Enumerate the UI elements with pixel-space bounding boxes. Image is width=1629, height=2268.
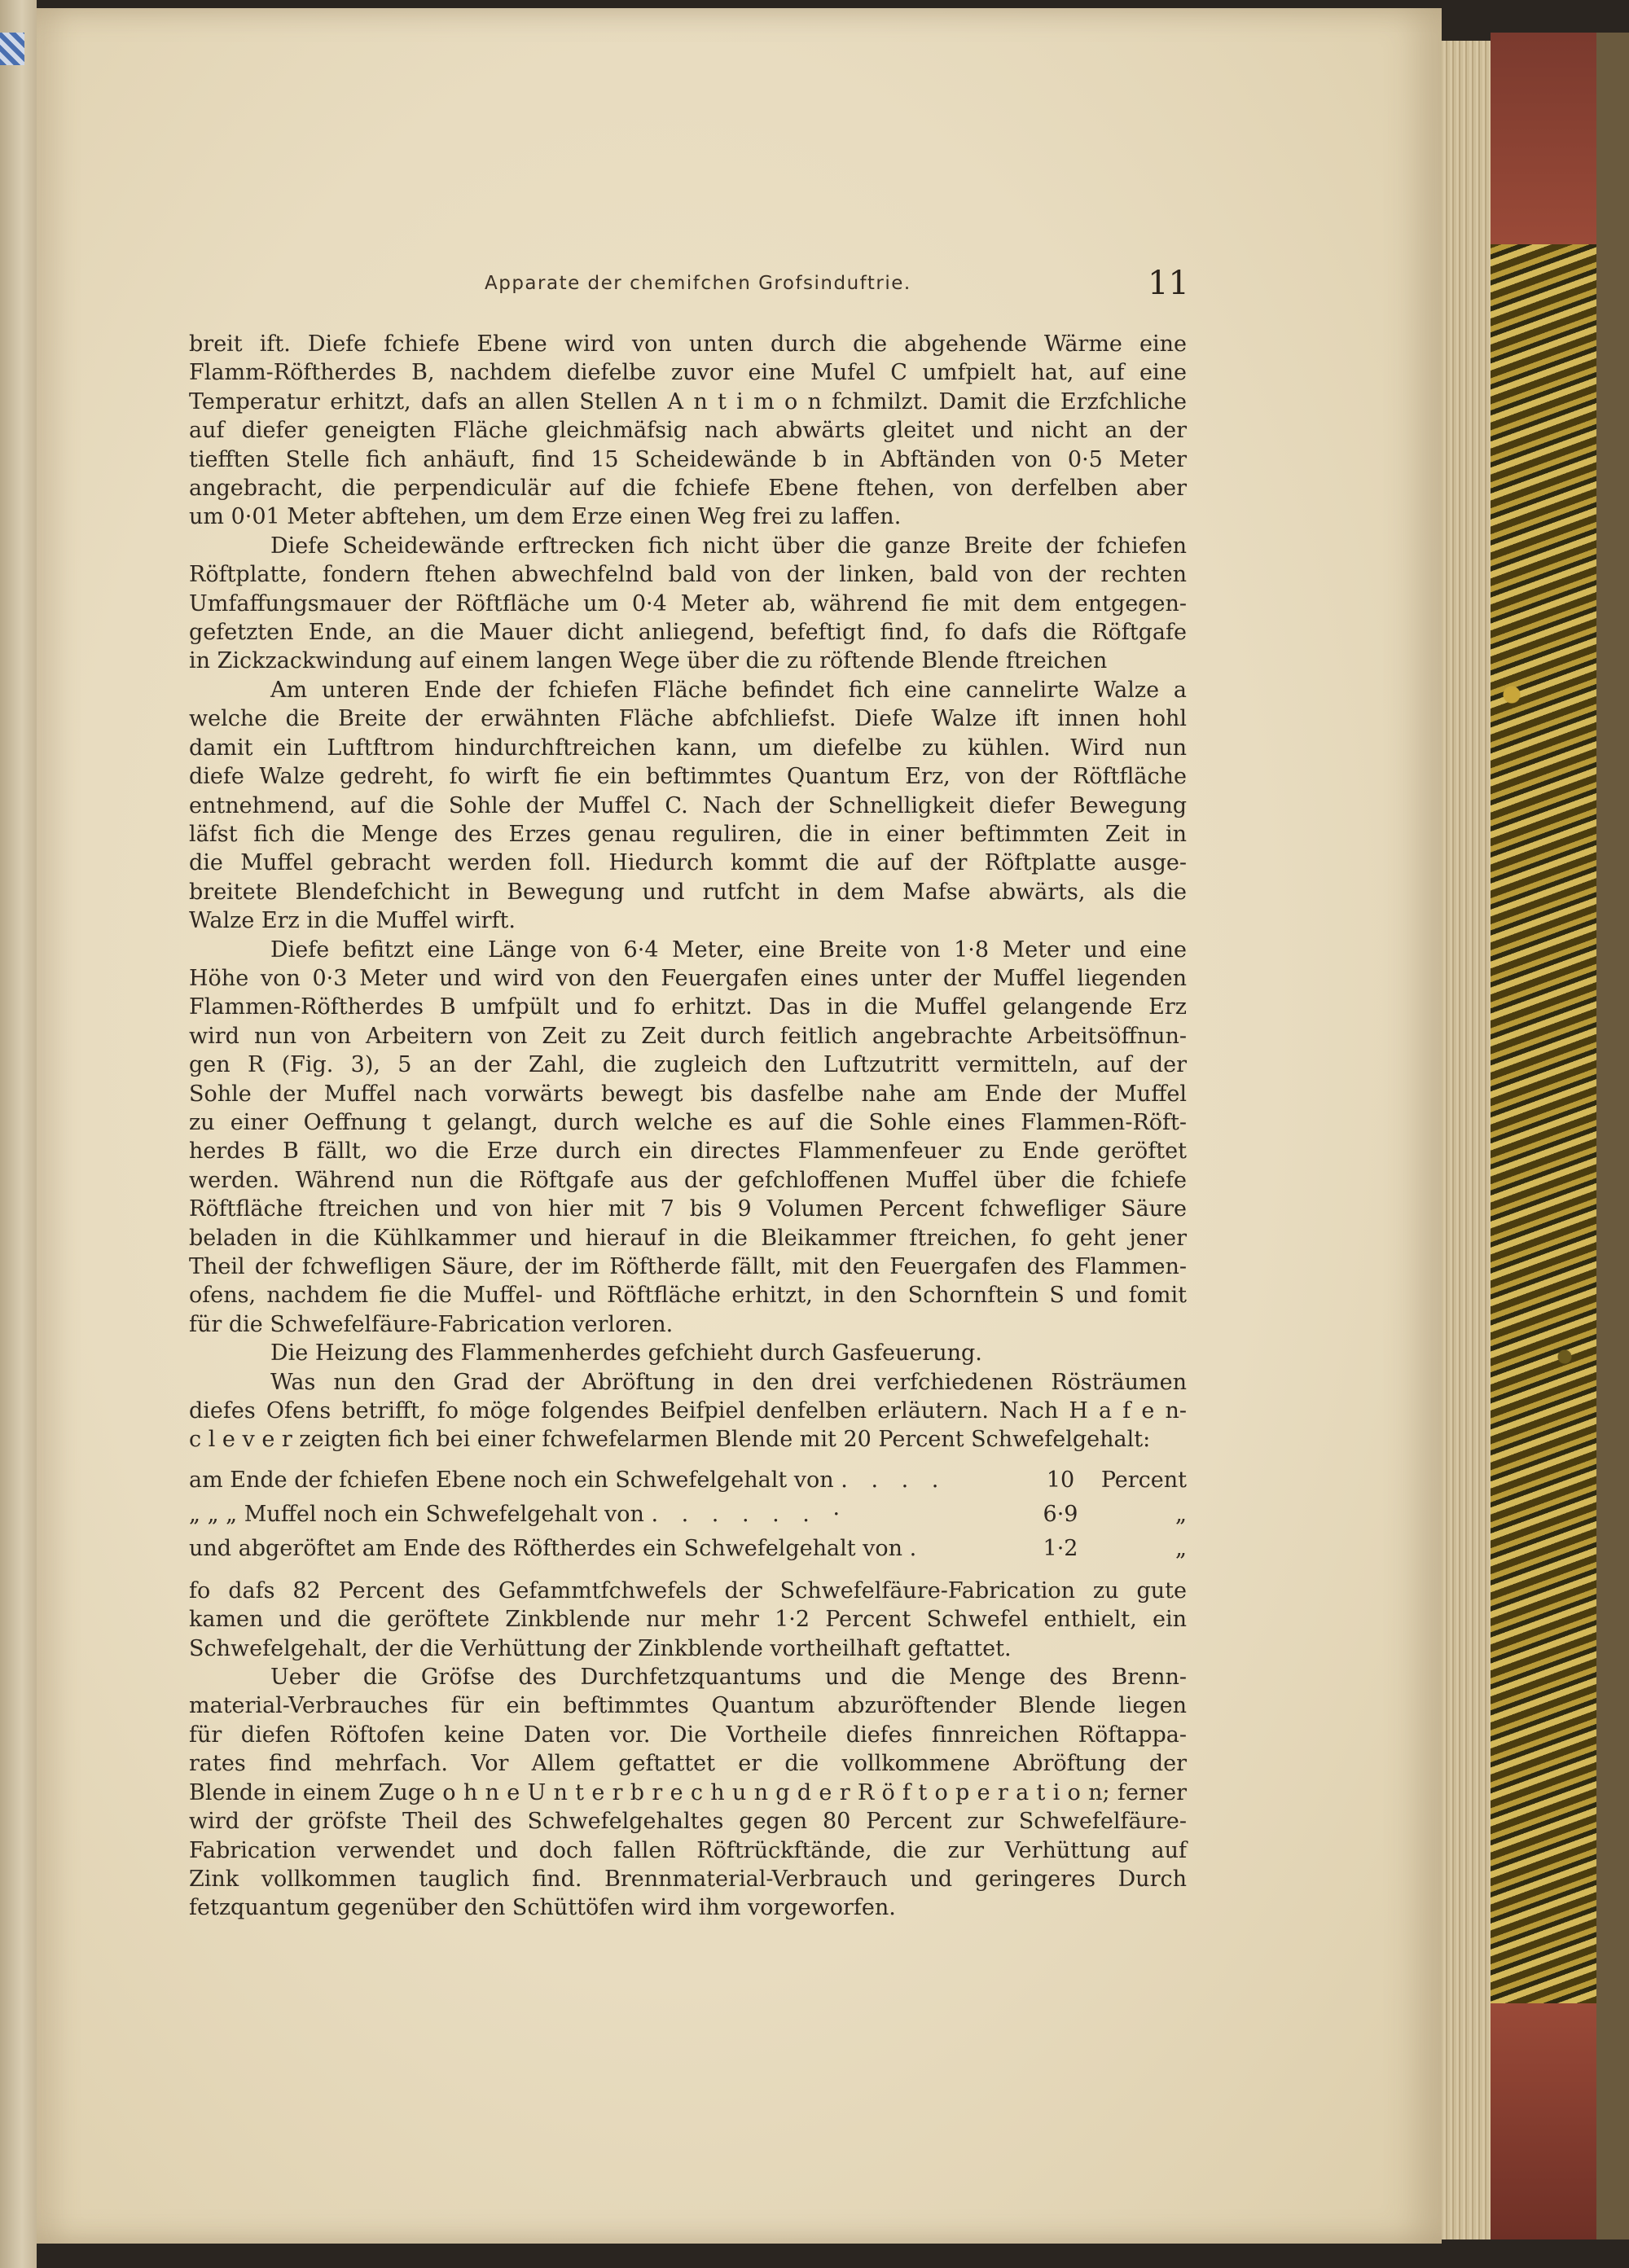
table-row bbox=[189, 1534, 1187, 1568]
text-line: Was nun den Grad der Abröftung in den drei verfchiedenen Rösträumen bbox=[270, 1369, 1187, 1395]
text-line: Die Heizung des Flammenherdes gefchieht durch Gasfeuerung. bbox=[270, 1340, 982, 1367]
text-line: fetzquantum gegenüber den Schüttöfen wird ihm vorgeworfen. bbox=[189, 1895, 896, 1921]
paragraphs-before-table bbox=[189, 330, 1187, 1454]
text-line: Ueber die Gröfse des Durchfetzquantums und die Menge des Brenn- bbox=[270, 1665, 1187, 1691]
text-line: um 0·01 Meter abftehen, um dem Erze einen Weg frei zu laffen. bbox=[189, 504, 902, 530]
paragraph bbox=[189, 330, 1187, 532]
text-line: tiefften Stelle fich anhäuft, find 15 Scheidewände b in Abftänden von 0·5 Meter bbox=[189, 446, 1187, 472]
paragraph bbox=[189, 1339, 1187, 1367]
text-line: material-Verbrauches für ein beftimmtes Quantum abzuröftender Blende liegen bbox=[189, 1693, 1187, 1719]
text-line: Röftfläche ftreichen und von hier mit 7 bis 9 Volumen Percent fchwefliger Säure bbox=[189, 1196, 1187, 1222]
paragraph bbox=[189, 936, 1187, 1340]
text-line: herdes B fällt, wo die Erze durch ein directes Flammenfeuer zu Ende geröftet bbox=[189, 1138, 1187, 1165]
text-line: rates find mehrfach. Vor Allem geftattet er die vollkommene Abröftung der bbox=[189, 1751, 1187, 1777]
sulfur-content-table bbox=[189, 1466, 1187, 1568]
text-line: Theil der fchwefligen Säure, der im Röftherde fällt, mit den Feuergafen des Flammen- bbox=[189, 1254, 1187, 1279]
text-line: Diefe Scheidewände erftrecken fich nicht über die ganze Breite der fchiefen bbox=[270, 533, 1187, 559]
row-label: „ „ „ Muffel noch ein Schwefelgehalt von . . . . . . · bbox=[189, 1501, 849, 1527]
text-line: für die Schwefelfäure-Fabrication verloren. bbox=[189, 1311, 674, 1337]
text-line: in Zickzackwindung auf einem langen Wege über die zu röftende Blende ftreichen bbox=[189, 648, 1108, 674]
text-line: Am unteren Ende der fchiefen Fläche befindet fich eine cannelirte Walze a bbox=[270, 677, 1187, 703]
text-line: Zink vollkommen tauglich find. Brennmaterial-Verbrauch und geringeres Durch bbox=[189, 1866, 1187, 1892]
text-line: wird nun von Arbeitern von Zeit zu Zeit durch feitlich angebrachte Arbeitsöffnun- bbox=[189, 1023, 1187, 1049]
text-line: Walze Erz in die Muffel wirft. bbox=[189, 908, 516, 934]
text-line: damit ein Luftftrom hindurchftreichen kann, um diefelbe zu kühlen. Wird nun bbox=[189, 735, 1187, 761]
paragraph bbox=[189, 1663, 1187, 1923]
text-line: angebracht, die perpendiculär auf die fchiefe Ebene ftehen, von derfelben aber bbox=[189, 476, 1187, 502]
bookmark-ribbon bbox=[0, 33, 24, 65]
text-line: c l e v e r zeigten fich bei einer fchwefelarmen Blende mit 20 Percent Schwefelgehalt: bbox=[189, 1427, 1151, 1453]
table-row bbox=[189, 1466, 1187, 1500]
marbled-cover-edge bbox=[1491, 33, 1596, 2239]
leader-dots: . bbox=[909, 1535, 925, 1561]
text-line: wird der gröfste Theil des Schwefelgehaltes gegen 80 Percent zur Schwefelfäure- bbox=[189, 1809, 1187, 1835]
text-line: diefes Ofens betrifft, fo möge folgendes Beifpiel denfelben erläutern. Nach H a f e n- bbox=[189, 1398, 1187, 1424]
running-head-title: Apparate der chemifchen Grofsinduftrie. bbox=[485, 273, 911, 294]
row-value: 1·2 bbox=[1043, 1535, 1078, 1561]
text-line: entnehmend, auf die Sohle der Muffel C. Nach der Schnelligkeit diefer Bewegung bbox=[189, 792, 1187, 818]
text-line: für diefen Röftofen keine Daten vor. Die Vortheile diefes finnreichen Röftappa- bbox=[189, 1722, 1187, 1748]
text-line: gen R (Fig. 3), 5 an der Zahl, die zugleich den Luftzutritt vermitteln, auf der bbox=[189, 1052, 1187, 1078]
text-line: Höhe von 0·3 Meter und wird von den Feuergafen eines unter der Muffel liegenden bbox=[189, 965, 1187, 991]
paragraph bbox=[189, 676, 1187, 936]
text-line: Temperatur erhitzt, dafs an allen Stellen A n t i m o n fchmilzt. Damit die Erzfchliche bbox=[189, 388, 1187, 415]
paragraphs-after-table bbox=[189, 1577, 1187, 1923]
text-line: läfst fich die Menge des Erzes genau reguliren, die in einer beftimmten Zeit in bbox=[189, 821, 1187, 847]
text-line: diefe Walze gedreht, fo wirft fie ein beftimmtes Quantum Erz, von der Röftfläche bbox=[189, 764, 1187, 790]
text-line: Blende in einem Zuge o h n e U n t e r b r e c h u n g d e r R ö f t o p e r a t i o n; ferner bbox=[189, 1779, 1187, 1805]
body-text bbox=[189, 330, 1187, 1923]
cover-corner-bottom bbox=[1491, 2003, 1596, 2239]
text-line: Umfaffungsmauer der Röftfläche um 0·4 Meter ab, während fie mit dem entgegen- bbox=[189, 590, 1187, 616]
text-line: breit ift. Diefe fchiefe Ebene wird von unten durch die abgehende Wärme eine bbox=[189, 331, 1187, 357]
page-number: 11 bbox=[1148, 265, 1189, 302]
paragraph bbox=[189, 1577, 1187, 1663]
paragraph bbox=[189, 532, 1187, 676]
text-line: Fabrication verwendet und doch fallen Röftrückftände, die zur Verhüttung auf bbox=[189, 1837, 1187, 1863]
text-line: beladen in die Kühlkammer und hierauf in die Bleikammer ftreichen, fo geht jener bbox=[189, 1225, 1187, 1251]
text-line: welche die Breite der erwähnten Fläche abfchliefst. Diefe Walze ift innen hohl bbox=[189, 706, 1187, 732]
text-line: gefetzten Ende, an die Mauer dicht anliegend, befeftigt find, fo dafs die Röftgafe bbox=[189, 620, 1187, 646]
text-line: fo dafs 82 Percent des Gefammtfchwefels der Schwefelfäure-Fabrication zu gute bbox=[189, 1577, 1187, 1603]
text-line: Schwefelgehalt, der die Verhüttung der Zinkblende vortheilhaft geftattet. bbox=[189, 1635, 1012, 1661]
text-line: Flammen-Röftherdes B umfpült und fo erhitzt. Das in die Muffel gelangende Erz bbox=[189, 994, 1187, 1020]
text-line: Röftplatte, fondern ftehen abwechfelnd bald von der linken, bald von der rechten bbox=[189, 562, 1187, 588]
text-line: Diefe befitzt eine Länge von 6·4 Meter, eine Breite von 1·8 Meter und eine bbox=[270, 937, 1187, 963]
cover-corner-top bbox=[1491, 33, 1596, 244]
row-value: 6·9 bbox=[1043, 1501, 1078, 1527]
row-unit: „ bbox=[1175, 1501, 1187, 1527]
text-line: Flamm-Röftherdes B, nachdem diefelbe zuvor eine Mufel C umfpielt hat, auf eine bbox=[189, 360, 1187, 386]
text-line: auf diefer geneigten Fläche gleichmäfsig nach abwärts gleitet und nicht an der bbox=[189, 418, 1187, 444]
text-line: ofens, nachdem fie die Muffel- und Röftfläche erhitzt, in den Schornftein S und fomit bbox=[189, 1283, 1187, 1309]
left-page-edge bbox=[0, 0, 37, 2268]
row-value: 10 bbox=[1046, 1467, 1075, 1493]
text-line: die Muffel gebracht werden foll. Hiedurch kommt die auf der Röftplatte ausge- bbox=[189, 850, 1187, 876]
leader-dots: . . . . bbox=[841, 1467, 947, 1493]
running-head bbox=[187, 265, 1189, 314]
book-spine bbox=[1596, 33, 1629, 2239]
text-line: werden. Während nun die Röftgafe aus der gefchloffenen Muffel über die fchiefe bbox=[189, 1167, 1187, 1193]
paragraph bbox=[189, 1368, 1187, 1454]
table-row bbox=[189, 1500, 1187, 1534]
text-line: breitete Blendefchicht in Bewegung und rutfcht in dem Mafse abwärts, als die bbox=[189, 879, 1187, 905]
row-label: und abgeröftet am Ende des Röftherdes ein Schwefelgehalt von . bbox=[189, 1535, 925, 1561]
text-line: Sohle der Muffel nach vorwärts bewegt bis dasfelbe nahe am Ende der Muffel bbox=[189, 1081, 1187, 1107]
text-line: zu einer Oeffnung t gelangt, durch welche es auf die Sohle eines Flammen-Röft- bbox=[189, 1109, 1187, 1135]
leader-dots: . . . . . . · bbox=[651, 1501, 849, 1527]
row-unit: Percent bbox=[1100, 1467, 1187, 1493]
row-label: am Ende der fchiefen Ebene noch ein Schwefelgehalt von . . . . bbox=[189, 1467, 947, 1493]
text-line: kamen und die geröftete Zinkblende nur mehr 1·2 Percent Schwefel enthielt, ein bbox=[189, 1607, 1187, 1633]
row-unit: „ bbox=[1175, 1535, 1187, 1561]
